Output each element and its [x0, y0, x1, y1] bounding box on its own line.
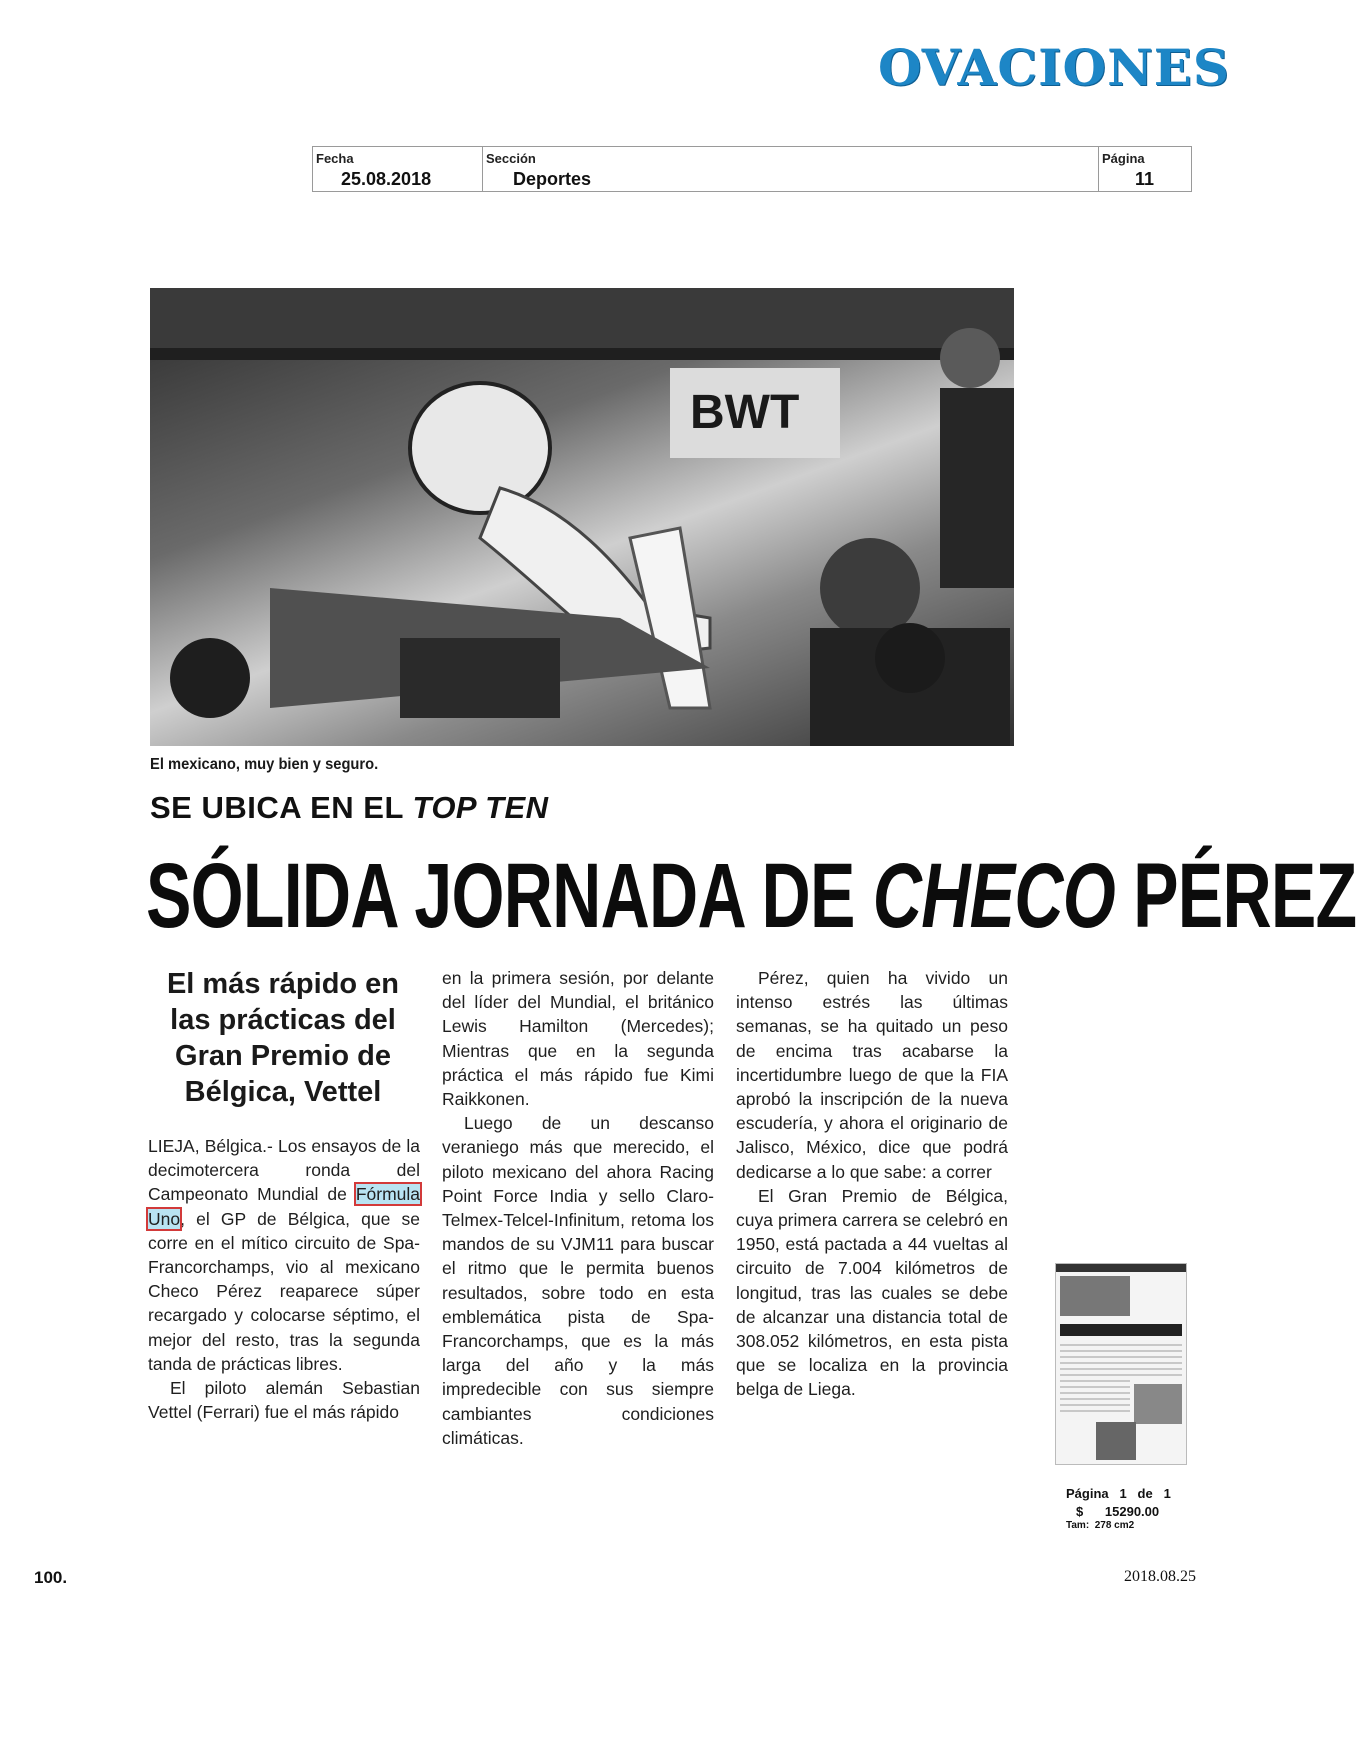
body-column-1 — [148, 1134, 420, 1424]
bwt-sign: BWT — [690, 386, 800, 439]
pagina-value: 11 — [1135, 169, 1155, 189]
seccion-label: Sección — [486, 151, 536, 166]
page-number: 1 — [1119, 1486, 1127, 1501]
thumb-headline — [1060, 1324, 1182, 1336]
size-line — [1066, 1520, 1134, 1531]
thumb-header — [1056, 1264, 1186, 1272]
thumb-photo — [1060, 1276, 1130, 1316]
page-count — [1066, 1486, 1171, 1501]
highlighted-term[interactable]: Fórmula Uno — [148, 1184, 420, 1229]
page-label: Página — [1066, 1486, 1109, 1501]
kicker-emphasis: TOP TEN — [412, 790, 549, 825]
masthead-logo: OVACIONES — [877, 38, 1230, 97]
photo-caption: El mexicano, muy bien y seguro. — [150, 756, 379, 773]
kicker — [150, 790, 549, 826]
page-total: 1 — [1163, 1486, 1171, 1501]
paragraph — [148, 1134, 420, 1376]
paragraph: El piloto alemán Sebastian Vettel (Ferrari) fue el más rápido — [148, 1378, 420, 1423]
footer-date: 2018.08.25 — [1124, 1568, 1196, 1585]
price: 15290.00 — [1104, 1504, 1160, 1519]
price-line — [1066, 1504, 1159, 1519]
metadata-box — [312, 146, 1192, 192]
fecha-value: 25.08.2018 — [341, 169, 432, 189]
seccion-value: Deportes — [513, 169, 592, 189]
deck-subheadline: El más rápido en las prácticas del Gran Premio de Bélgica, Vettel — [166, 968, 400, 1108]
seccion-cell — [483, 147, 1099, 191]
paragraph: en la primera sesión, por delante del líder del Mundial, el británico Lewis Hamilton (Mercedes); Mientras que en la segunda práctica el más rápido fue Kimi Raikkonen. — [442, 968, 714, 1110]
article-photo — [150, 288, 1014, 746]
pagina-label: Página — [1102, 151, 1145, 166]
kicker-text: SE UBICA EN EL — [150, 790, 413, 825]
size-value: 278 cm2 — [1094, 1520, 1135, 1531]
paragraph: El Gran Premio de Bélgica, cuya primera carrera se celebró en 1950, está pactada a 44 vueltas al circuito de 7.004 kilómetros de longitud, tras las cuales se debe de alcanzar una distancia total de 308.052 kilómetros, en esta pista que se localiza en la provincia belga de Liega. — [736, 1185, 1008, 1400]
pagina-cell — [1099, 147, 1191, 191]
currency: $ — [1076, 1504, 1084, 1519]
size-label: Tam: — [1066, 1520, 1090, 1531]
body-column-3 — [736, 966, 1008, 1402]
photo-illustration — [150, 288, 1014, 746]
headline — [146, 845, 1356, 947]
headline-part2: PÉREZ — [1114, 845, 1356, 947]
page-of: de — [1137, 1486, 1153, 1501]
headline-part1: SÓLIDA JORNADA DE — [146, 845, 873, 947]
thumb-photo — [1134, 1384, 1182, 1424]
thumb-photo — [1096, 1422, 1136, 1460]
paragraph: Pérez, quien ha vivido un intenso estrés las últimas semanas, se ha quitado un peso de encima tras acabarse la incertidumbre luego de que la FIA aprobó la inscripción de la nueva escudería, y ahora el originario de Jalisco, México, dice que podrá dedicarse a lo que sabe: a correr — [736, 968, 1008, 1182]
body-column-2 — [442, 966, 714, 1450]
paragraph-text: LIEJA, Bélgica.- Los ensayos de la decimotercera ronda del Campeonato Mundial de — [148, 1136, 420, 1205]
footer-left: 100. — [34, 1568, 68, 1587]
paragraph: Luego de un descanso veraniego más que merecido, el piloto mexicano del ahora Racing Point Force India y sello Claro-Telmex-Telcel-Infinitum, retoma los mandos de su VJM11 para buscar el ritmo que le permita buenos resultados, sobre todo en esta emblemática pista de Spa-Francorchamps, que es la más larga del año y la más impredecible con sus siempre cambiantes condiciones climáticas. — [442, 1113, 714, 1448]
fecha-cell — [313, 147, 483, 191]
page-thumbnail — [1055, 1263, 1187, 1465]
headline-emphasis: CHECO — [872, 845, 1115, 947]
paragraph-text: , el GP de Bélgica, que se corre en el mítico circuito de Spa-Francorchamps, vio al mexicano Checo Pérez reaparece súper recargado y colocarse séptimo, el mejor del resto, tras la segunda tanda de prácticas libres. — [148, 1208, 420, 1374]
fecha-label: Fecha — [316, 151, 354, 166]
